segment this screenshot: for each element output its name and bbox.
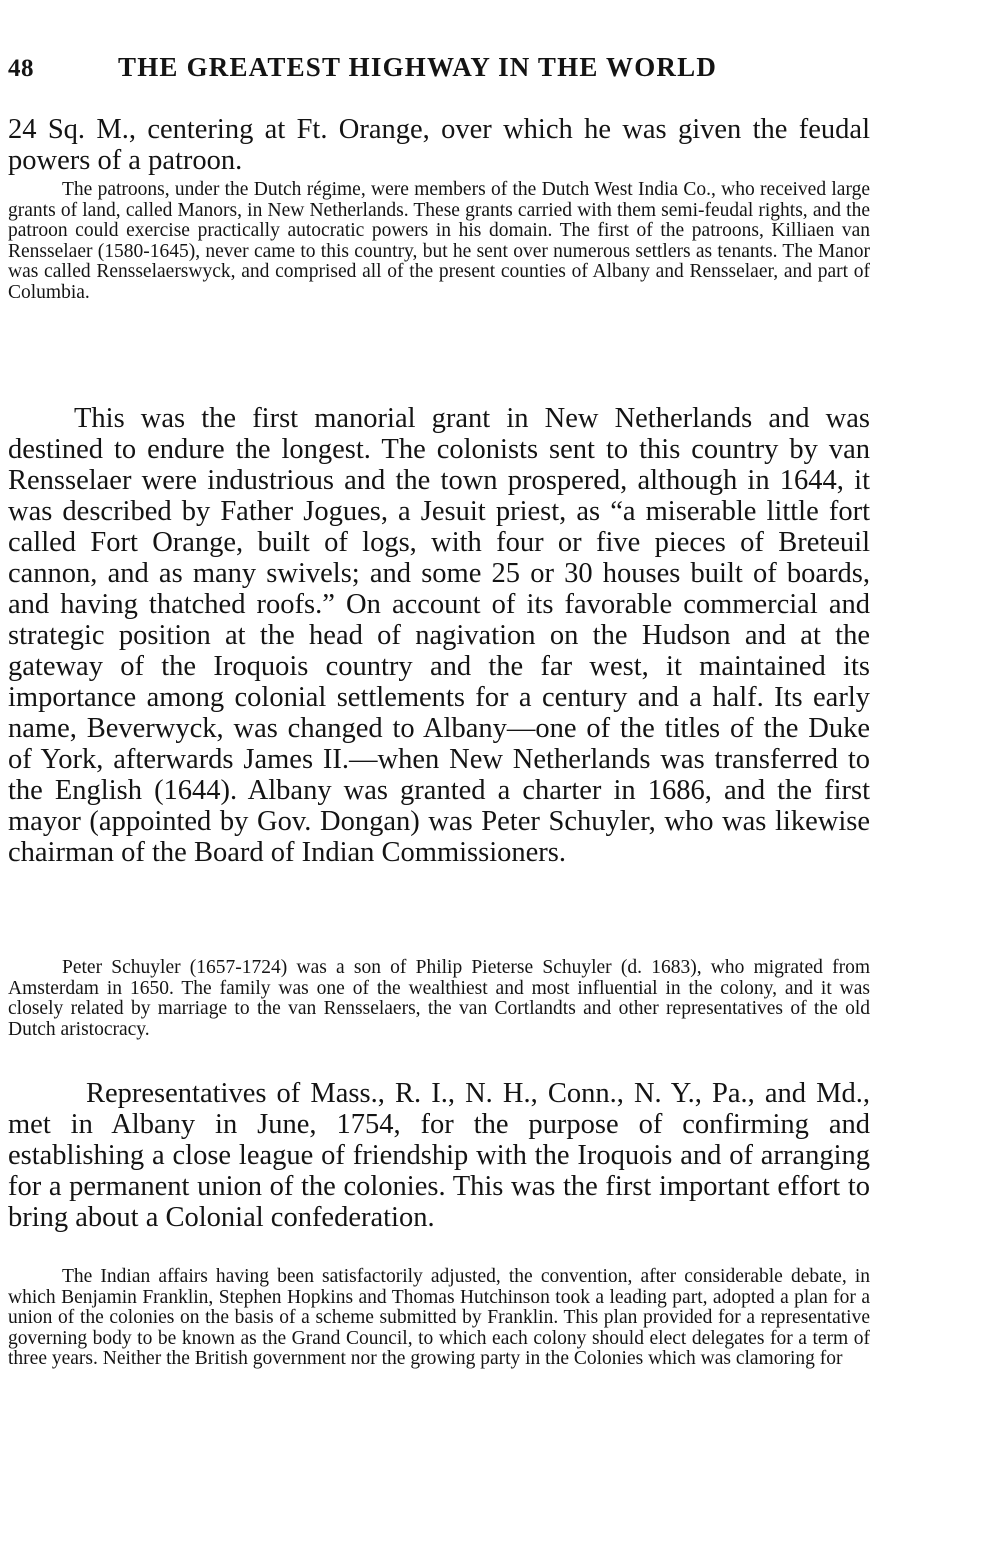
footnote-patroons: The patroons, under the Dutch régime, were members of the Dutch West India Co., who received large grants of land, called Manors, in New Netherlands. These grants carried with them semi-feudal rights, and the patroon could exercise practically autocratic powers in his domain. The first of the patroons, Killiaen van Rensselaer (1580-1645), never came to this country, but he sent over numerous settlers as tenants. The Manor was called Rensselaerswyck, and comprised all of the present counties of Albany and Rensselaer, and part of Columbia. [8, 179, 870, 303]
paragraph-continuation: 24 Sq. M., centering at Ft. Orange, over which he was given the feudal powers of a patroon. [8, 114, 870, 176]
running-head [8, 52, 868, 88]
paragraph-manorial-grant: This was the first manorial grant in New Netherlands and was destined to endure the longest. The colonists sent to this country by van Rensselaer were industrious and the town prospered, although in 1644, it was described by Father Jogues, a Jesuit priest, as “a miserable little fort called Fort Orange, built of logs, with four or five pieces of Breteuil cannon, and as many swivels; and some 25 or 30 houses built of boards, and having thatched roofs.” On account of its favorable commercial and strategic position at the head of nagivation on the Hudson and at the gateway of the Iroquois country and the far west, it maintained its importance among colonial settlements for a century and a half. Its early name, Beverwyck, was changed to Albany—one of the titles of the Duke of York, afterwards James II.—when New Netherlands was transferred to the English (1644). Albany was granted a charter in 1686, and the first mayor (appointed by Gov. Dongan) was Peter Schuyler, who was likewise chairman of the Board of Indian Commissioners. [8, 403, 870, 868]
footnote-albany-plan: The Indian affairs having been satisfactorily adjusted, the convention, after considerable debate, in which Benjamin Franklin, Stephen Hopkins and Thomas Hutchinson took a leading part, adopted a plan for a union of the colonies on the basis of a scheme submitted by Franklin. This plan provided for a representative governing body to be known as the Grand Council, to which each colony should elect delegates for a term of three years. Neither the British government nor the growing party in the Colonies which was clamoring for [8, 1266, 870, 1369]
running-title: THE GREATEST HIGHWAY IN THE WORLD [118, 52, 718, 82]
footnote-peter-schuyler: Peter Schuyler (1657-1724) was a son of Philip Pieterse Schuyler (d. 1683), who migrated from Amsterdam in 1650. The family was one of the wealthiest and most influential in the colony, and it was closely related by marriage to the van Rensselaers, the van Cortlandts and other representatives of the old Dutch aristocracy. [8, 957, 870, 1040]
paragraph-albany-congress: Representatives of Mass., R. I., N. H., Conn., N. Y., Pa., and Md., met in Albany in June, 1754, for the purpose of confirming and establishing a close league of friendship with the Iroquois and of arranging for a permanent union of the colonies. This was the first important effort to bring about a Colonial confederation. [8, 1078, 870, 1233]
page-number: 48 [8, 55, 34, 82]
